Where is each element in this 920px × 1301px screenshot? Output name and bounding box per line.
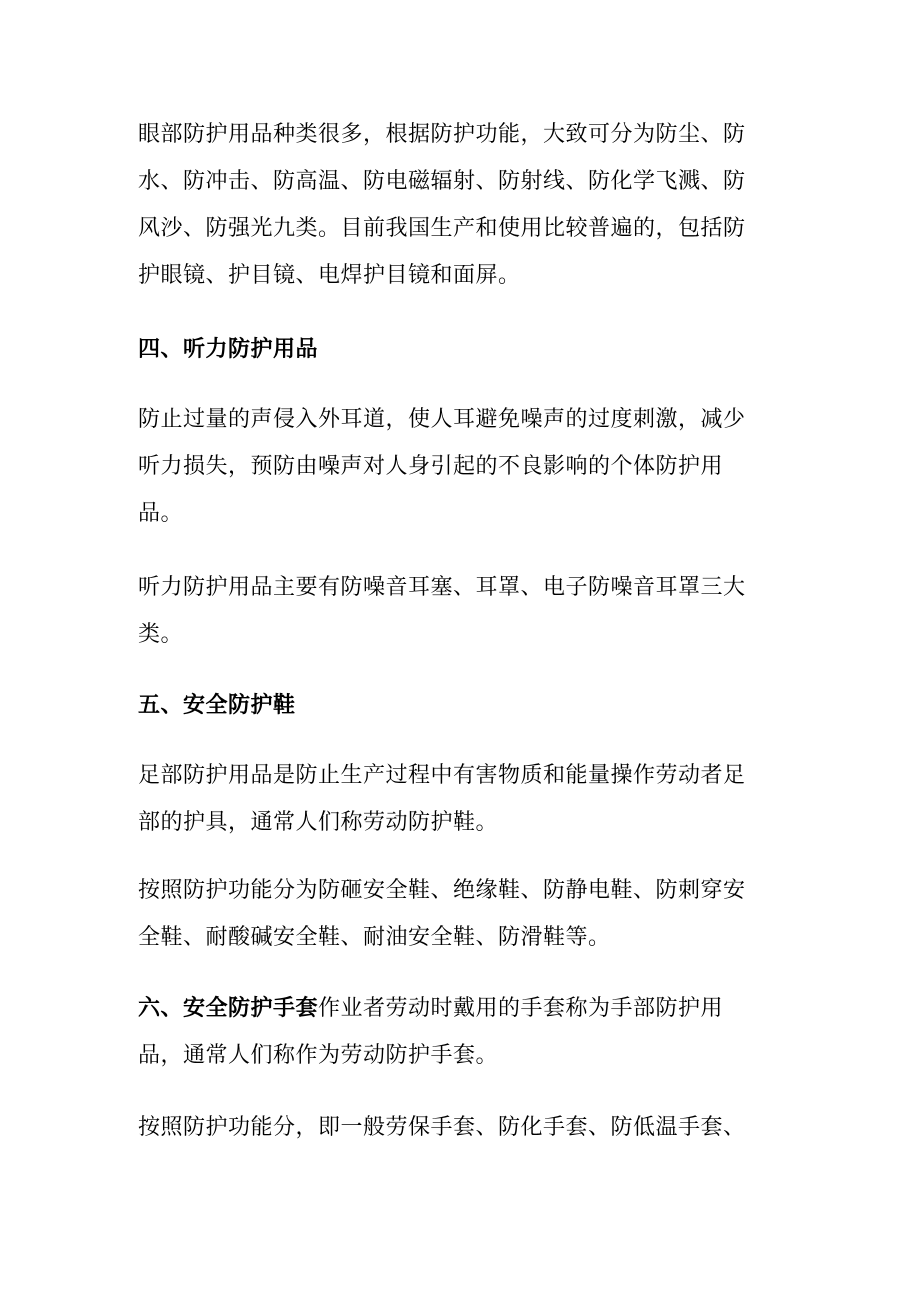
glove-definition-text: 作业者劳动时戴用的手套称为手部防护用 <box>318 996 724 1021</box>
text-line: 品。 <box>138 501 184 526</box>
section-heading-safety-shoes <box>138 682 778 729</box>
paragraph-safety-gloves <box>138 985 778 1079</box>
text-line: 听力防护用品主要有防噪音耳塞、耳罩、电子防噪音耳罩三大 <box>138 575 746 600</box>
text-line: 风沙、防强光九类。目前我国生产和使用比较普遍的，包括防 <box>138 216 746 241</box>
text-line: 品，通常人们称作为劳动防护手套。 <box>138 1043 499 1068</box>
text-line <box>138 985 778 1032</box>
text-line: 护眼镜、护目镜、电焊护目镜和面屏。 <box>138 263 521 288</box>
paragraph-glove-types <box>138 1104 778 1151</box>
text-line: 足部防护用品是防止生产过程中有害物质和能量操作劳动者足 <box>138 763 746 788</box>
paragraph-hearing-types <box>138 564 778 658</box>
heading-text: 四、听力防护用品 <box>138 337 319 362</box>
text-line: 按照防护功能分，即一般劳保手套、防化手套、防低温手套、 <box>138 1115 746 1140</box>
text-line: 水、防冲击、防高温、防电磁辐射、防射线、防化学飞溅、防 <box>138 169 746 194</box>
paragraph-foot-protection <box>138 752 778 846</box>
text-line: 听力损失，预防由噪声对人身引起的不良影响的个体防护用 <box>138 454 724 479</box>
heading-text: 五、安全防护鞋 <box>138 693 296 718</box>
text-line: 全鞋、耐酸碱安全鞋、耐油安全鞋、防滑鞋等。 <box>138 925 611 950</box>
text-line: 类。 <box>138 622 184 647</box>
text-line: 按照防护功能分为防砸安全鞋、绝缘鞋、防静电鞋、防刺穿安 <box>138 878 746 903</box>
text-line: 眼部防护用品种类很多，根据防护功能，大致可分为防尘、防 <box>138 122 746 147</box>
paragraph-hearing-definition <box>138 396 778 537</box>
section-heading-safety-gloves: 六、安全防护手套 <box>138 996 319 1021</box>
section-heading-hearing-protection <box>138 326 778 373</box>
paragraph-shoe-types <box>138 867 778 961</box>
text-line: 部的护具，通常人们称劳动防护鞋。 <box>138 810 499 835</box>
text-line: 防止过量的声侵入外耳道，使人耳避免噪声的过度刺激，减少 <box>138 407 746 432</box>
paragraph-eye-protection <box>138 111 778 299</box>
